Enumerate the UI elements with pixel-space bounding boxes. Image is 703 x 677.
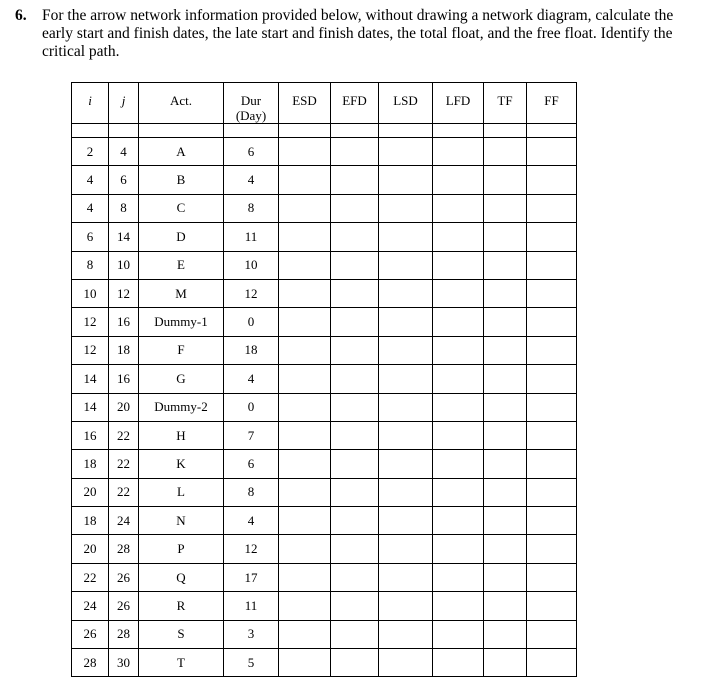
header-tf: TF <box>484 83 527 124</box>
cell-lsd-blank <box>379 336 433 364</box>
cell-efd-blank <box>331 649 379 677</box>
header-lfd: LFD <box>433 83 484 124</box>
cell-dur: 8 <box>224 194 279 222</box>
table-row <box>72 563 577 591</box>
cell-esd-blank <box>279 194 331 222</box>
cell-j: 18 <box>109 336 139 364</box>
header-row <box>72 83 577 124</box>
table-row <box>72 308 577 336</box>
cell-j: 8 <box>109 194 139 222</box>
cell-j: 30 <box>109 649 139 677</box>
cell-tf-blank <box>484 478 527 506</box>
cell-efd-blank <box>331 194 379 222</box>
question-number: 6. <box>15 7 27 24</box>
table-row <box>72 620 577 648</box>
header-esd: ESD <box>279 83 331 124</box>
cell-esd-blank <box>279 336 331 364</box>
cell-tf-blank <box>484 194 527 222</box>
cell-dur: 8 <box>224 478 279 506</box>
cell-ff-blank <box>527 393 577 421</box>
cell-lsd-blank <box>379 421 433 449</box>
cell-lfd-blank <box>433 166 484 194</box>
cell-esd-blank <box>279 620 331 648</box>
cell-efd-blank <box>331 478 379 506</box>
cell-lsd-blank <box>379 393 433 421</box>
cell-lfd-blank <box>433 649 484 677</box>
table-row <box>72 194 577 222</box>
cell-efd-blank <box>331 421 379 449</box>
header-i: i <box>72 83 109 124</box>
table-row <box>72 166 577 194</box>
cell-esd-blank <box>279 251 331 279</box>
cell-lfd-blank <box>433 563 484 591</box>
cell-i: 28 <box>72 649 109 677</box>
cell-j: 22 <box>109 421 139 449</box>
cell-j: 16 <box>109 308 139 336</box>
cell-dur: 6 <box>224 450 279 478</box>
cell-act: D <box>139 223 224 251</box>
cell-lsd-blank <box>379 507 433 535</box>
cell-lfd-blank <box>433 421 484 449</box>
cell-efd-blank <box>331 393 379 421</box>
cell-dur: 17 <box>224 563 279 591</box>
cell-lsd-blank <box>379 620 433 648</box>
cell-ff-blank <box>527 421 577 449</box>
cell-act: P <box>139 535 224 563</box>
cell-tf-blank <box>484 336 527 364</box>
cell-lfd-blank <box>433 535 484 563</box>
cell-i: 24 <box>72 592 109 620</box>
cell-esd-blank <box>279 279 331 307</box>
cell-dur: 4 <box>224 507 279 535</box>
cell-lfd-blank <box>433 251 484 279</box>
cell-esd-blank <box>279 478 331 506</box>
cell-esd-blank <box>279 535 331 563</box>
cell-lsd-blank <box>379 365 433 393</box>
cell-act: T <box>139 649 224 677</box>
table-row <box>72 649 577 677</box>
cell-esd-blank <box>279 592 331 620</box>
cell-esd-blank <box>279 507 331 535</box>
cell-act: Q <box>139 563 224 591</box>
cell-i: 20 <box>72 478 109 506</box>
cell-lfd-blank <box>433 507 484 535</box>
cell-dur: 5 <box>224 649 279 677</box>
cell-i: 22 <box>72 563 109 591</box>
cell-dur: 10 <box>224 251 279 279</box>
cell-ff-blank <box>527 138 577 166</box>
cell-act: G <box>139 365 224 393</box>
cell-tf-blank <box>484 507 527 535</box>
cell-tf-blank <box>484 308 527 336</box>
table-row <box>72 478 577 506</box>
cell-tf-blank <box>484 166 527 194</box>
cell-lsd-blank <box>379 279 433 307</box>
cell-lfd-blank <box>433 336 484 364</box>
table-row <box>72 507 577 535</box>
cell-i: 14 <box>72 393 109 421</box>
cell-esd-blank <box>279 563 331 591</box>
cell-dur: 12 <box>224 279 279 307</box>
cell-ff-blank <box>527 336 577 364</box>
cell-lsd-blank <box>379 138 433 166</box>
table-row <box>72 336 577 364</box>
cell-lsd-blank <box>379 649 433 677</box>
question-text: For the arrow network information provided below, without drawing a network diagram, calculate the early start and finish dates, the late start and finish dates, the total float, and the free float. Identify the critical path. <box>42 7 674 60</box>
cell-lsd-blank <box>379 535 433 563</box>
question-block <box>15 7 695 61</box>
cell-lsd-blank <box>379 478 433 506</box>
cell-ff-blank <box>527 450 577 478</box>
header-j: j <box>109 83 139 124</box>
cell-lsd-blank <box>379 166 433 194</box>
cell-i: 8 <box>72 251 109 279</box>
cell-dur: 6 <box>224 138 279 166</box>
cell-esd-blank <box>279 223 331 251</box>
table-row <box>72 251 577 279</box>
cell-efd-blank <box>331 620 379 648</box>
cell-efd-blank <box>331 251 379 279</box>
cell-ff-blank <box>527 194 577 222</box>
cell-esd-blank <box>279 450 331 478</box>
cell-act: M <box>139 279 224 307</box>
cell-lsd-blank <box>379 251 433 279</box>
cell-lfd-blank <box>433 620 484 648</box>
cell-ff-blank <box>527 308 577 336</box>
cell-i: 26 <box>72 620 109 648</box>
cell-esd-blank <box>279 393 331 421</box>
cell-lfd-blank <box>433 393 484 421</box>
cell-tf-blank <box>484 421 527 449</box>
header-activity: Act. <box>139 83 224 124</box>
table-row <box>72 365 577 393</box>
cell-dur: 12 <box>224 535 279 563</box>
cell-lfd-blank <box>433 592 484 620</box>
cell-tf-blank <box>484 138 527 166</box>
cell-tf-blank <box>484 279 527 307</box>
cell-ff-blank <box>527 478 577 506</box>
header-duration-label: Dur <box>240 93 262 108</box>
cell-tf-blank <box>484 393 527 421</box>
cell-act: K <box>139 450 224 478</box>
cell-esd-blank <box>279 365 331 393</box>
header-ff: FF <box>527 83 577 124</box>
cell-tf-blank <box>484 563 527 591</box>
cell-esd-blank <box>279 138 331 166</box>
cell-i: 12 <box>72 336 109 364</box>
cell-dur: 7 <box>224 421 279 449</box>
cell-dur: 11 <box>224 223 279 251</box>
cell-i: 4 <box>72 166 109 194</box>
cell-j: 20 <box>109 393 139 421</box>
cell-ff-blank <box>527 535 577 563</box>
cell-efd-blank <box>331 223 379 251</box>
cell-efd-blank <box>331 535 379 563</box>
cell-i: 18 <box>72 450 109 478</box>
cell-efd-blank <box>331 563 379 591</box>
cell-esd-blank <box>279 649 331 677</box>
cell-act: Dummy-2 <box>139 393 224 421</box>
cell-dur: 18 <box>224 336 279 364</box>
cell-lfd-blank <box>433 138 484 166</box>
header-lsd: LSD <box>379 83 433 124</box>
activity-table <box>71 82 577 677</box>
cell-act: S <box>139 620 224 648</box>
table-row <box>72 535 577 563</box>
cell-dur: 4 <box>224 365 279 393</box>
cell-lfd-blank <box>433 478 484 506</box>
cell-ff-blank <box>527 279 577 307</box>
header-efd: EFD <box>331 83 379 124</box>
cell-j: 12 <box>109 279 139 307</box>
cell-efd-blank <box>331 336 379 364</box>
cell-j: 28 <box>109 620 139 648</box>
cell-j: 16 <box>109 365 139 393</box>
cell-j: 4 <box>109 138 139 166</box>
cell-lfd-blank <box>433 194 484 222</box>
table-row <box>72 393 577 421</box>
table-row <box>72 592 577 620</box>
cell-lsd-blank <box>379 563 433 591</box>
cell-efd-blank <box>331 365 379 393</box>
cell-lfd-blank <box>433 308 484 336</box>
cell-dur: 0 <box>224 308 279 336</box>
cell-lsd-blank <box>379 194 433 222</box>
cell-efd-blank <box>331 279 379 307</box>
cell-dur: 4 <box>224 166 279 194</box>
cell-tf-blank <box>484 620 527 648</box>
cell-ff-blank <box>527 507 577 535</box>
table-row <box>72 138 577 166</box>
cell-i: 6 <box>72 223 109 251</box>
spacer-row <box>72 124 577 138</box>
cell-ff-blank <box>527 166 577 194</box>
cell-ff-blank <box>527 365 577 393</box>
cell-efd-blank <box>331 308 379 336</box>
cell-ff-blank <box>527 223 577 251</box>
cell-esd-blank <box>279 166 331 194</box>
cell-ff-blank <box>527 563 577 591</box>
cell-act: E <box>139 251 224 279</box>
cell-act: Dummy-1 <box>139 308 224 336</box>
cell-j: 10 <box>109 251 139 279</box>
cell-efd-blank <box>331 592 379 620</box>
cell-act: C <box>139 194 224 222</box>
cell-i: 4 <box>72 194 109 222</box>
cell-esd-blank <box>279 308 331 336</box>
cell-act: F <box>139 336 224 364</box>
cell-j: 26 <box>109 563 139 591</box>
cell-i: 10 <box>72 279 109 307</box>
header-duration-unit: (Day) <box>235 108 267 123</box>
cell-esd-blank <box>279 421 331 449</box>
cell-tf-blank <box>484 450 527 478</box>
cell-dur: 11 <box>224 592 279 620</box>
cell-j: 22 <box>109 450 139 478</box>
cell-dur: 0 <box>224 393 279 421</box>
table-row <box>72 223 577 251</box>
header-duration <box>224 83 279 124</box>
cell-lsd-blank <box>379 450 433 478</box>
cell-j: 26 <box>109 592 139 620</box>
cell-i: 16 <box>72 421 109 449</box>
cell-lsd-blank <box>379 308 433 336</box>
cell-lsd-blank <box>379 223 433 251</box>
cell-efd-blank <box>331 507 379 535</box>
cell-i: 12 <box>72 308 109 336</box>
cell-dur: 3 <box>224 620 279 648</box>
cell-ff-blank <box>527 620 577 648</box>
cell-j: 6 <box>109 166 139 194</box>
cell-lfd-blank <box>433 450 484 478</box>
cell-lfd-blank <box>433 279 484 307</box>
table-row <box>72 421 577 449</box>
cell-j: 28 <box>109 535 139 563</box>
cell-ff-blank <box>527 251 577 279</box>
cell-ff-blank <box>527 649 577 677</box>
cell-tf-blank <box>484 649 527 677</box>
cell-i: 14 <box>72 365 109 393</box>
cell-tf-blank <box>484 365 527 393</box>
cell-efd-blank <box>331 450 379 478</box>
cell-i: 20 <box>72 535 109 563</box>
cell-tf-blank <box>484 592 527 620</box>
table-row <box>72 279 577 307</box>
cell-act: A <box>139 138 224 166</box>
table-row <box>72 450 577 478</box>
cell-act: L <box>139 478 224 506</box>
cell-lsd-blank <box>379 592 433 620</box>
cell-act: R <box>139 592 224 620</box>
cell-efd-blank <box>331 166 379 194</box>
cell-tf-blank <box>484 535 527 563</box>
cell-i: 18 <box>72 507 109 535</box>
cell-lfd-blank <box>433 365 484 393</box>
cell-efd-blank <box>331 138 379 166</box>
cell-act: N <box>139 507 224 535</box>
cell-act: H <box>139 421 224 449</box>
cell-lfd-blank <box>433 223 484 251</box>
cell-j: 22 <box>109 478 139 506</box>
cell-j: 24 <box>109 507 139 535</box>
cell-j: 14 <box>109 223 139 251</box>
cell-i: 2 <box>72 138 109 166</box>
cell-act: B <box>139 166 224 194</box>
cell-tf-blank <box>484 223 527 251</box>
cell-tf-blank <box>484 251 527 279</box>
cell-ff-blank <box>527 592 577 620</box>
